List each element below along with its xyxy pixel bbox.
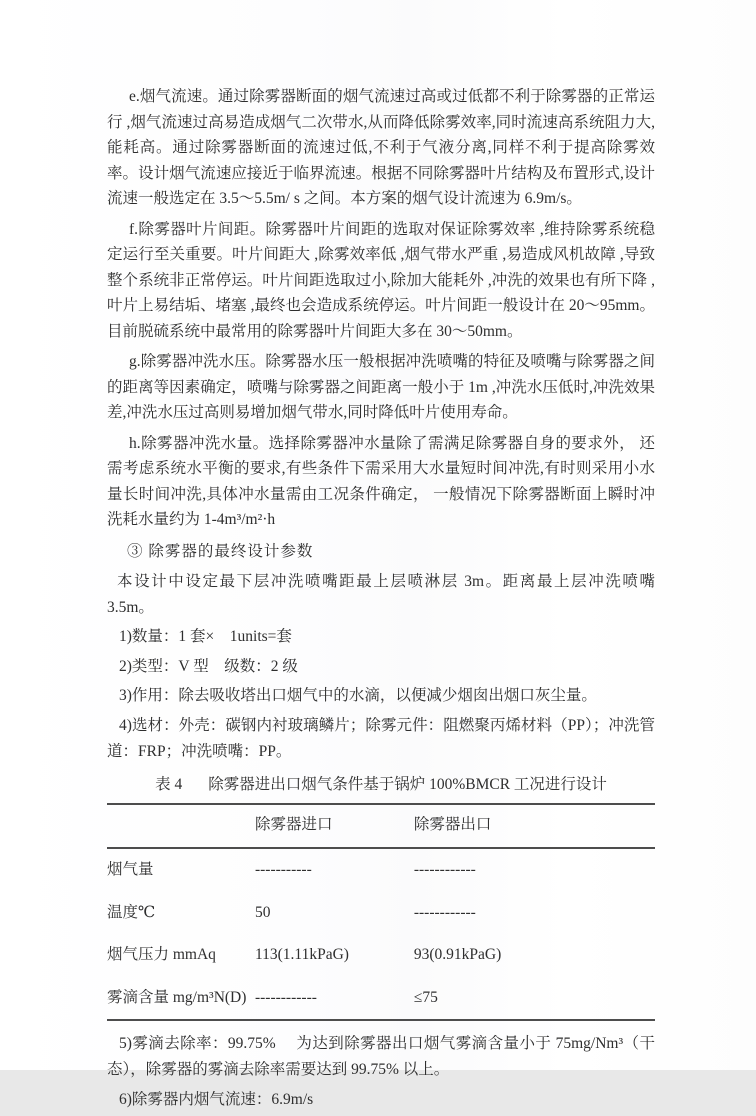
inlet-value: ------------: [254, 988, 317, 1006]
paragraph-e-flue-gas-velocity: e.烟气流速。通过除雾器断面的烟气流速过高或过低都不利于除雾器的正常运行 ,烟气流速过高易造成烟气二次带水,从而降低除雾效率,同时流速高系统阻力大,能耗高。通过除雾器断面的流速过低,不利于气液分离,同样不利于提高除雾效率。设计烟气流速应接近于临界流速。根据不同除雾器叶片结构及布置形式,设计流速一般选定在 3.5～5.5m/ s 之间。本方案的烟气设计流速为 6.9m/s。: [107, 88, 655, 207]
flue-gas-conditions-table: [107, 803, 655, 1021]
table-row-flue-gas-pressure: [107, 934, 655, 977]
table-caption-label: 表 4: [155, 775, 183, 793]
paragraph-g-washing-pressure: g.除雾器冲洗水压。除雾器水压一般根据冲洗喷嘴的特征及喷嘴与除雾器之间的距离等因素确定，喷嘴与除雾器之间距离一般小于 1m ,冲洗水压低时,冲洗效果差,冲洗水压过高则易增加烟气带水,同时降低叶片使用寿命。: [107, 353, 655, 421]
paragraph-h-washing-water-volume: h.除雾器冲洗水量。选择除雾器冲水量除了需满足除雾器自身的要求外， 还需考虑系统水平衡的要求,有些条件下需采用大水量短时间冲洗,有时则采用小水量长时间冲洗,具体冲水量需由工况条件确定， 一般情况下除雾器断面上瞬时冲洗耗水量约为 1-4m³/m²·h: [107, 434, 655, 528]
table-header-demister-outlet: 除雾器出口: [413, 816, 492, 833]
outlet-value: 93(0.91kPaG): [413, 946, 502, 963]
outlet-value: ≤75: [413, 988, 438, 1006]
list-item-internal-gas-velocity: 6)除雾器内烟气流速：6.9m/s: [119, 1090, 314, 1108]
row-label: 烟气压力 mmAq: [107, 946, 216, 963]
table-caption-text: 除雾器进出口烟气条件基于锅炉 100%BMCR 工况进行设计: [208, 775, 607, 793]
inlet-value: -----------: [254, 861, 312, 878]
document-content: [107, 84, 655, 1116]
table-header-demister-inlet: 除雾器进口: [254, 816, 333, 833]
table-row-flue-gas-volume: [107, 848, 655, 892]
paragraph-f-blade-spacing: f.除雾器叶片间距。除雾器叶片间距的选取对保证除雾效率 ,维持除雾系统稳定运行至关重要。叶片间距大 ,除雾效率低 ,烟气带水严重 ,易造成风机故障 ,导致整个系统非正常停运。叶片间距选取过小,除加大能耗外 ,冲洗的效果也有所下降 ,叶片上易结垢、堵塞 ,最终也会造成系统停运。叶片间距一般设计在 20～95mm。目前脱硫系统中最常用的除雾器叶片间距大多在 30～50mm。: [107, 220, 655, 340]
inlet-value: 113(1.11kPaG): [254, 946, 349, 963]
list-item-function: 3)作用：除去吸收塔出口烟气中的水滴，以便减少烟囱出烟口灰尘量。: [119, 687, 597, 704]
table-row-droplet-content: [107, 976, 655, 1020]
list-item-materials: 4)选材：外壳：碳钢内衬玻璃鳞片；除雾元件：阻燃聚丙烯材料（PP）；冲洗管道：FRP；冲洗喷嘴：PP。: [107, 716, 655, 760]
row-label: 温度℃: [107, 903, 156, 921]
list-item-droplet-removal-rate: 5)雾滴去除率：99.75% 为达到除雾器出口烟气雾滴含量小于 75mg/Nm³（干态），除雾器的雾滴去除率需要达到 99.75% 以上。: [107, 1034, 655, 1078]
table-header-empty: [107, 804, 255, 848]
inlet-value: 50: [254, 903, 271, 921]
table-header-row: [107, 804, 655, 848]
outlet-value: ------------: [413, 903, 476, 921]
section-heading-final-design-parameters: ③ 除雾器的最终设计参数: [127, 542, 314, 560]
row-label: 烟气量: [107, 861, 154, 878]
row-label: 雾滴含量 mg/m³N(D): [107, 988, 247, 1006]
list-item-type: 2)类型：V 型 级数：2 级: [119, 657, 298, 675]
table-caption: [107, 772, 655, 798]
design-note: 本设计中设定最下层冲洗喷嘴距最上层喷淋层 3m。距离最上层冲洗喷嘴 3.5m。: [107, 573, 655, 616]
list-item-quantity: 1)数量：1 套× 1units=套: [119, 628, 292, 645]
outlet-value: ------------: [413, 861, 476, 878]
table-row-temperature: [107, 891, 655, 934]
